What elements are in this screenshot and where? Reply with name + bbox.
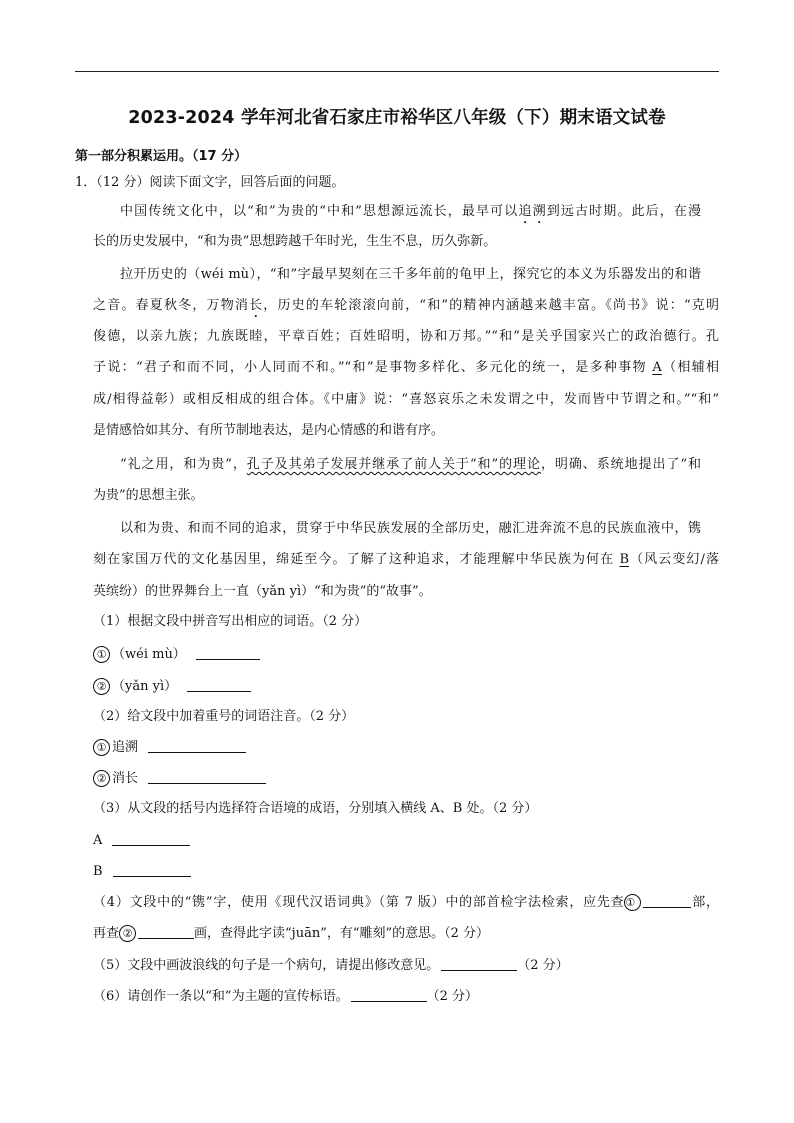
passage-p4-line1: 以和为贵、和而不同的追求，贯穿于中华民族发展的全部历史，融汇进奔流不息的民族血液中，镌 [120,521,701,536]
passage-p1-line1: 中国传统文化中，以“和”为贵的“中和”思想源远流长，最早可以追溯到远古时期。此后，在漫 [120,204,701,219]
subq3-prompt: （3）从文段的括号内选择符合语境的成语，分别填入横线 A、B 处。（2 分） [93,801,538,816]
answer-blank[interactable] [196,645,260,660]
passage-p2-line1: 拉开历史的（wéi mù），“和”字最早契刻在三千多年前的龟甲上，探究它的本义为乐器发出的和谐 [120,267,701,282]
passage-p1-line2: 长的历史发展中，“和为贵”思想跨越千年时光，生生不息，历久弥新。 [93,234,497,249]
subq1-item1: ① （wéi mù） [93,645,260,665]
passage-p4-line2: 刻在家国万代的文化基因里，绵延至今。了解了这种追求，才能理解中华民族为何在 B（风云变幻/落 [93,552,719,567]
subq2-prompt: （2）给文段中加着重号的词语注音。（2 分） [93,709,355,724]
number-circle: ① [93,646,110,663]
question-1-intro: 1．（12 分）阅读下面文字，回答后面的问题。 [75,175,345,190]
faulty-sentence: 孔子及其弟子发展并继承了前人关于“和”的理论 [246,457,541,472]
subq3-item-a: A [93,831,190,851]
emphasized-word-zhuisu: 追溯 [518,204,547,219]
subq1-item2: ② （yǎn yì） [93,677,251,697]
answer-blank[interactable] [112,831,190,846]
number-circle: ① [624,894,641,911]
answer-blank[interactable] [351,987,427,1002]
answer-blank[interactable] [441,956,517,971]
subq4-line2: 再查 ② 画，查得此字读“juān”，有“雕刻”的意思。（2 分） [93,926,490,941]
answer-blank[interactable] [148,769,266,784]
answer-blank[interactable] [113,862,191,877]
subq3-item-b: B [93,862,191,882]
header-rule [75,71,719,72]
exam-title: 2023-2024 学年河北省石家庄市裕华区八年级（下）期末语文试卷 [128,108,666,128]
number-circle: ② [119,925,136,942]
subq4-line1: （4）文段中的“镌”字，使用《现代汉语词典》（第 7 版）中的部首检字法检索，应先查① 部， [93,895,719,910]
subq2-item1: ① 追溯 [93,738,246,758]
section-heading: 第一部分积累运用。（17 分） [75,149,248,164]
subq6: （6）请创作一条以“和”为主题的宣传标语。 （2 分） [93,989,478,1004]
number-circle: ② [93,678,110,695]
answer-blank[interactable] [148,738,246,753]
number-circle: ② [93,770,110,787]
passage-p2-line5: 成/相得益彰）或相反相成的组合体。《中庸》说：“喜怒哀乐之未发谓之中，发而皆中节谓之和。”“和” [93,392,719,407]
blank-marker-a: A [652,360,662,375]
emphasized-char-zhang: 长 [249,298,264,313]
passage-p2-line6: 是情感恰如其分、有所节制地表达，是内心情感的和谐有序。 [93,423,445,438]
passage-p2-line4: 子说：“君子和而不同，小人同而不和。”“和”是事物多样化、多元化的统一，是多种事物 A（相辅相 [93,360,719,375]
answer-blank[interactable] [138,924,194,939]
passage-p3-line2: 为贵”的思想主张。 [93,488,204,503]
number-circle: ① [93,739,110,756]
passage-p3-line1: “礼之用，和为贵”，孔子及其弟子发展并继承了前人关于“和”的理论，明确、系统地提出了“和 [120,457,702,472]
passage-p2-line2: 之音。春夏秋冬，万物消长，历史的车轮滚滚向前，“和”的精神内涵越来越丰富。《尚书》说：“克明 [93,298,719,313]
blank-marker-b: B [619,552,629,567]
answer-blank[interactable] [643,893,691,908]
subq2-item2: ② 消长 [93,769,266,789]
passage-p2-line3: 俊德，以亲九族；九族既睦，平章百姓；百姓昭明，协和万邦。”“和”是关乎国家兴亡的政治德行。孔 [93,329,719,344]
answer-blank[interactable] [187,677,251,692]
subq5: （5）文段中画波浪线的句子是一个病句，请提出修改意见。 （2 分） [93,958,569,973]
subq1-prompt: （1）根据文段中拼音写出相应的词语。（2 分） [93,614,368,629]
passage-p4-line3: 英缤纷）的世界舞台上一直（yǎn yì）“和为贵”的“故事”。 [93,584,432,599]
